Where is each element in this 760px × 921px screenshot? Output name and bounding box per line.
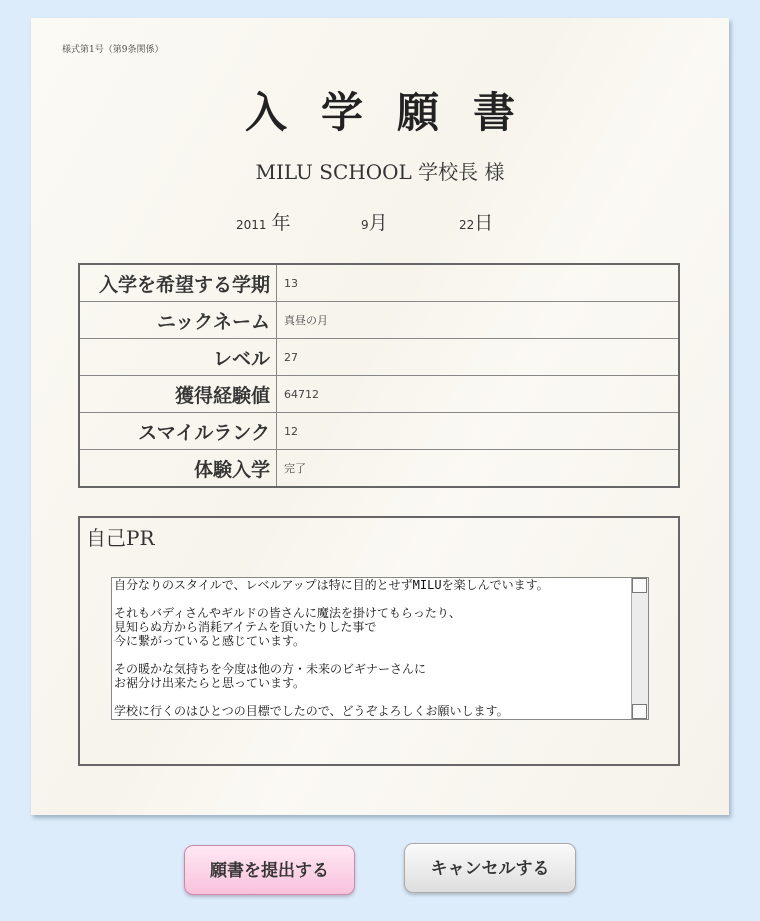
table-row (79, 339, 679, 376)
row-label: スマイルランク (79, 413, 277, 450)
year-unit: 年 (271, 212, 291, 234)
date-day (459, 208, 493, 235)
form-number: 様式第1号（第9条関係） (62, 45, 164, 55)
textarea-scrollbar[interactable] (631, 578, 648, 719)
table-row (79, 302, 679, 339)
row-value: 27 (277, 339, 680, 376)
table-row (79, 450, 679, 488)
addressee: MILU SCHOOL 学校長 様 (255, 160, 505, 184)
day-value: 22 (459, 218, 475, 232)
self-pr-title: 自己PR (86, 526, 155, 550)
date-month (361, 208, 388, 235)
row-value: 完了 (277, 450, 680, 488)
applicant-info-table (78, 263, 680, 488)
month-value: 9 (361, 218, 369, 232)
self-pr-section (78, 516, 680, 766)
row-value: 64712 (277, 376, 680, 413)
scroll-down-button[interactable] (632, 704, 647, 719)
day-unit: 日 (474, 212, 494, 234)
form-title: 入学願書 (244, 88, 549, 137)
submit-application-button[interactable]: 願書を提出する (184, 845, 355, 895)
application-form-paper (31, 18, 729, 815)
row-label: ニックネーム (79, 302, 277, 339)
table-row (79, 264, 679, 302)
row-label: 体験入学 (79, 450, 277, 488)
self-pr-textarea[interactable] (111, 577, 649, 720)
date-year (236, 208, 291, 235)
table-row (79, 376, 679, 413)
row-value: 真昼の月 (277, 302, 680, 339)
cancel-button[interactable]: キャンセルする (404, 843, 576, 893)
scroll-up-button[interactable] (632, 578, 647, 593)
year-value: 2011 (236, 218, 267, 232)
table-row (79, 413, 679, 450)
row-value: 12 (277, 413, 680, 450)
self-pr-text: 自分なりのスタイルで、レベルアップは特に目的とせずMILUを楽しんでいます。 それもバディさんやギルドの皆さんに魔法を掛けてもらったり、 見知らぬ方から消耗アイテムを頂いたりした事で 今に繋がっていると感じています。 その暖かな気持ちを今度は他の方・未来のビギナーさんに お裾分け出来たらと思っています。 学校に行くのはひとつの目標でしたので、どうぞよろしくお願いします。 (114, 578, 549, 718)
row-label: 獲得経験値 (79, 376, 277, 413)
row-value: 13 (277, 264, 680, 302)
row-label: 入学を希望する学期 (79, 264, 277, 302)
month-unit: 月 (368, 212, 388, 234)
row-label: レベル (79, 339, 277, 376)
